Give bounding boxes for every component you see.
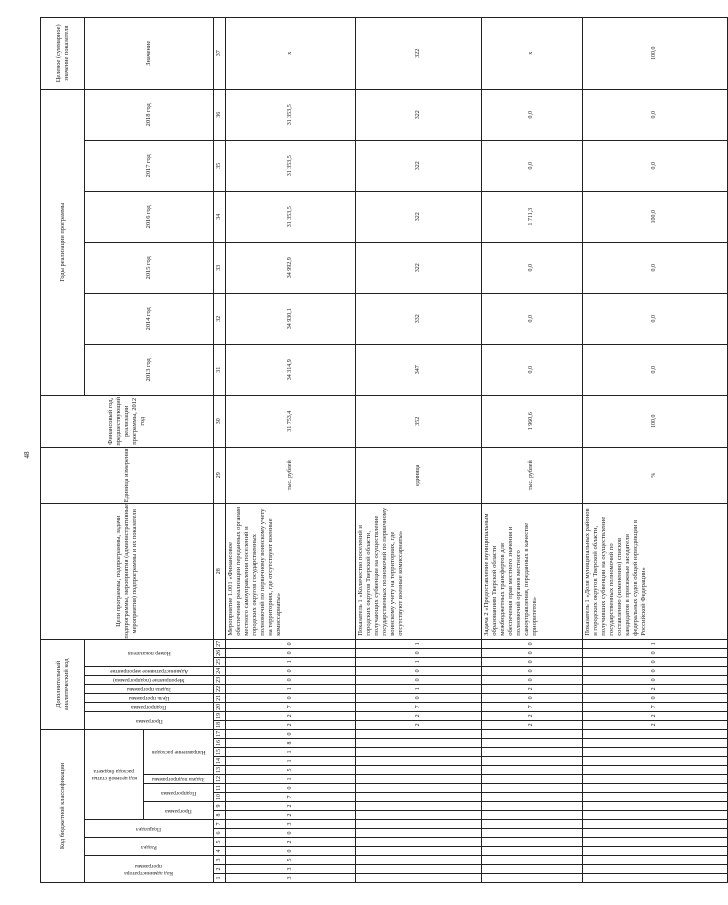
row-year-value: 34 992,9 xyxy=(226,242,356,293)
header-years-group: Годы реализации программы xyxy=(41,89,85,395)
code-cell xyxy=(583,766,728,775)
code-cell: 2 xyxy=(583,720,728,729)
code-cell xyxy=(482,775,583,784)
table-row-indicator-task-2 xyxy=(583,17,728,882)
header-subprogram: Подпрограмма xyxy=(144,784,214,802)
code-cell xyxy=(356,865,482,874)
row-name: Показатель 1 «Количество поселений и городских округов Тверской области, получающих субвенции на осуществление государственных полномочий по первичному воинскому учету на территориях, где отсутствуют военные комиссариаты» xyxy=(356,503,482,639)
code-cell: 7 xyxy=(356,702,482,711)
column-number: 14 xyxy=(214,757,226,766)
program-table xyxy=(40,17,728,883)
column-number-row xyxy=(214,17,226,882)
header-d-program: Программа xyxy=(85,711,214,729)
code-cell xyxy=(356,793,482,802)
code-cell xyxy=(356,856,482,865)
column-number: 31 xyxy=(214,344,226,395)
code-cell xyxy=(482,829,583,838)
code-cell: 0 xyxy=(226,693,356,702)
row-year-value: 0,0 xyxy=(583,140,728,191)
header-year-2013: 2013 год xyxy=(85,344,214,395)
row-year-value: 31 353,5 xyxy=(226,140,356,191)
code-cell xyxy=(583,811,728,820)
row-year-value: 322 xyxy=(356,242,482,293)
header-name: Цели программы, подпрограммы, задачи подпрограммы, мероприятия (административные мероприятия) подпрограммы и их показатели xyxy=(41,503,214,639)
row-unit: % xyxy=(583,447,728,503)
code-cell xyxy=(482,847,583,856)
code-cell: 2 xyxy=(356,711,482,720)
code-cell xyxy=(482,757,583,766)
header-unit: Единица измерения xyxy=(41,447,214,503)
header-program: Программа xyxy=(144,802,214,820)
column-number: 3 xyxy=(214,856,226,865)
code-cell xyxy=(583,829,728,838)
header-section: Раздел xyxy=(85,838,214,856)
code-cell xyxy=(583,729,728,738)
row-name: Мероприятие 1.001 «Финансовое обеспечение реализации переданных органам местного самоуправления поселений и городских округов государственных полномочий по первичному воинскому учету на территориях, где отсутствуют военные комиссариаты» xyxy=(226,503,356,639)
table-row-measure-1001 xyxy=(226,17,356,882)
code-cell xyxy=(583,802,728,811)
row-year-value: 1 711,3 xyxy=(482,191,583,242)
header-year-2018: 2018 год xyxy=(85,89,214,140)
header-d-indicator: Номер показателя xyxy=(85,639,214,666)
header-target-group: Целевое (суммарное) значение показателя xyxy=(41,17,85,89)
code-cell: 2 xyxy=(482,720,583,729)
code-cell xyxy=(583,784,728,793)
code-cell xyxy=(356,820,482,829)
column-number: 11 xyxy=(214,784,226,793)
code-cell xyxy=(583,856,728,865)
code-cell: 0 xyxy=(226,729,356,738)
code-cell xyxy=(356,775,482,784)
code-cell: 5 xyxy=(226,856,356,865)
code-cell xyxy=(356,847,482,856)
row-year-value: 0,0 xyxy=(583,242,728,293)
code-cell: 0 xyxy=(226,666,356,675)
column-number: 29 xyxy=(214,447,226,503)
header-d-admin-measure: Административное мероприятие xyxy=(85,666,214,675)
code-cell xyxy=(356,748,482,757)
code-cell: 1 xyxy=(226,775,356,784)
code-cell: 0 xyxy=(482,657,583,666)
code-cell xyxy=(482,802,583,811)
rotated-sheet xyxy=(40,21,658,883)
code-cell: 7 xyxy=(226,702,356,711)
code-cell: 0 xyxy=(583,657,728,666)
code-cell xyxy=(583,865,728,874)
row-year-value: 322 xyxy=(356,191,482,242)
code-cell xyxy=(482,729,583,738)
code-cell xyxy=(482,865,583,874)
code-cell: 0 xyxy=(482,693,583,702)
code-cell xyxy=(482,838,583,847)
column-number: 23 xyxy=(214,675,226,684)
code-cell: 2 xyxy=(226,838,356,847)
code-cell: 1 xyxy=(583,639,728,648)
column-number: 28 xyxy=(214,503,226,639)
code-cell: 0 xyxy=(482,675,583,684)
row-fin-year-value: 352 xyxy=(356,395,482,447)
row-fin-year-value: 1 960,6 xyxy=(482,395,583,447)
code-cell xyxy=(356,838,482,847)
code-cell: 1 xyxy=(226,657,356,666)
row-target-value: х xyxy=(482,17,583,89)
column-number: 20 xyxy=(214,702,226,711)
column-number: 30 xyxy=(214,395,226,447)
code-cell: 7 xyxy=(482,702,583,711)
code-cell: 2 xyxy=(226,811,356,820)
code-cell xyxy=(482,811,583,820)
column-number: 15 xyxy=(214,748,226,757)
header-task: Задача подпрограммы xyxy=(144,775,214,784)
code-cell xyxy=(356,757,482,766)
column-number: 25 xyxy=(214,657,226,666)
code-cell: 2 xyxy=(482,684,583,693)
code-cell xyxy=(356,739,482,748)
row-year-value: 0,0 xyxy=(583,293,728,344)
column-number: 7 xyxy=(214,820,226,829)
page-number: 48 xyxy=(23,451,31,459)
row-year-value: 322 xyxy=(356,140,482,191)
code-cell: 0 xyxy=(583,666,728,675)
column-number: 8 xyxy=(214,811,226,820)
code-cell: 0 xyxy=(356,666,482,675)
code-cell: 0 xyxy=(226,639,356,648)
header-year-2014: 2014 год xyxy=(85,293,214,344)
code-cell: 1 xyxy=(226,748,356,757)
table-row-task-2 xyxy=(482,17,583,882)
program-table-rotated xyxy=(40,21,658,883)
row-fin-year-value: 31 753,4 xyxy=(226,395,356,447)
row-year-value: 0,0 xyxy=(482,140,583,191)
row-year-value: 31 353,5 xyxy=(226,191,356,242)
row-name: Показатель 1 «Доля муниципальных районов и городских округов Тверской области, получивших субвенции на осуществление государственных полномочий по составлению (изменению) списков кандидатов в присяжные заседатели федеральных судов общей юрисдикции в Российской Федерации» xyxy=(583,503,728,639)
code-cell xyxy=(583,847,728,856)
code-cell: 1 xyxy=(226,757,356,766)
code-cell: 0 xyxy=(356,693,482,702)
header-admin-code: Код администратора программы xyxy=(85,856,214,883)
row-unit: единица xyxy=(356,447,482,503)
code-cell xyxy=(583,775,728,784)
row-year-value: 100,0 xyxy=(583,191,728,242)
header-year-2017: 2017 год xyxy=(85,140,214,191)
code-cell: 0 xyxy=(482,648,583,657)
code-cell xyxy=(583,748,728,757)
code-cell: 2 xyxy=(482,711,583,720)
column-number: 17 xyxy=(214,729,226,738)
code-cell xyxy=(356,874,482,883)
row-target-value: х xyxy=(226,17,356,89)
column-number: 5 xyxy=(214,838,226,847)
code-cell xyxy=(482,793,583,802)
column-number: 2 xyxy=(214,865,226,874)
row-year-value: 322 xyxy=(356,89,482,140)
code-cell: 3 xyxy=(226,874,356,883)
code-cell: 1 xyxy=(226,684,356,693)
column-number: 4 xyxy=(214,847,226,856)
column-number: 33 xyxy=(214,242,226,293)
header-direction: Направление расходов xyxy=(144,729,214,774)
row-unit: тыс. рублей xyxy=(482,447,583,503)
code-cell: 8 xyxy=(226,739,356,748)
row-year-value: 34 930,1 xyxy=(226,293,356,344)
code-cell: 3 xyxy=(226,865,356,874)
header-d-goal: Цель программы xyxy=(85,693,214,702)
code-cell xyxy=(356,811,482,820)
row-target-value: 322 xyxy=(356,17,482,89)
code-cell xyxy=(482,874,583,883)
code-cell xyxy=(583,874,728,883)
header-subsection: Подраздел xyxy=(85,820,214,838)
header-d-measure: Мероприятие (подпрограмма) xyxy=(85,675,214,684)
column-number: 35 xyxy=(214,140,226,191)
header-year-2015: 2015 год xyxy=(85,242,214,293)
header-fin-year: Финансовый год, предшествующий реализации программы, 2012 год xyxy=(41,395,214,447)
code-cell xyxy=(583,793,728,802)
column-number: 37 xyxy=(214,17,226,89)
column-number: 27 xyxy=(214,639,226,648)
header-budget-code: Код бюджетной классификации xyxy=(41,729,85,882)
header-d-subprogram: Подпрограмма xyxy=(85,702,214,711)
code-cell: 2 xyxy=(356,720,482,729)
header-target-code: код целевой статьи расхода бюджета xyxy=(85,729,144,819)
code-cell: 2 xyxy=(583,684,728,693)
column-number: 21 xyxy=(214,693,226,702)
row-year-value: 0,0 xyxy=(482,344,583,395)
code-cell: 2 xyxy=(226,802,356,811)
code-cell: 0 xyxy=(583,648,728,657)
code-cell xyxy=(356,829,482,838)
column-number: 36 xyxy=(214,89,226,140)
column-number: 22 xyxy=(214,684,226,693)
table-row-indicator-1 xyxy=(356,17,482,882)
row-year-value: 0,0 xyxy=(583,344,728,395)
code-cell: 2 xyxy=(226,720,356,729)
code-cell: 1 xyxy=(356,657,482,666)
row-fin-year-value: 100,0 xyxy=(583,395,728,447)
row-unit: тыс. рублей xyxy=(226,447,356,503)
row-year-value: 0,0 xyxy=(482,293,583,344)
code-cell xyxy=(482,766,583,775)
code-cell: 1 xyxy=(356,684,482,693)
row-name: Задача 2 «Предоставление муниципальным образованиям Тверской области межбюджетных трансфертов для обеспечения прав местного значения и полномочий органов местного самоуправления, переданных в качестве приоритетов» xyxy=(482,503,583,639)
column-number: 12 xyxy=(214,775,226,784)
row-year-value: 0,0 xyxy=(583,89,728,140)
code-cell xyxy=(356,766,482,775)
code-cell: 7 xyxy=(583,702,728,711)
code-cell xyxy=(356,729,482,738)
code-cell: 2 xyxy=(583,711,728,720)
code-cell: 5 xyxy=(226,766,356,775)
header-d-task: Задача программы xyxy=(85,684,214,693)
code-cell: 0 xyxy=(482,666,583,675)
row-year-value: 0,0 xyxy=(482,89,583,140)
code-cell: 0 xyxy=(226,675,356,684)
column-number: 9 xyxy=(214,802,226,811)
row-year-value: 0,0 xyxy=(482,242,583,293)
column-number: 34 xyxy=(214,191,226,242)
code-cell xyxy=(583,757,728,766)
column-number: 32 xyxy=(214,293,226,344)
column-number: 6 xyxy=(214,829,226,838)
header-year-2016: 2016 год xyxy=(85,191,214,242)
header-target-value: Значение xyxy=(85,17,214,89)
code-cell: 3 xyxy=(226,820,356,829)
column-number: 13 xyxy=(214,766,226,775)
row-year-value: 332 xyxy=(356,293,482,344)
code-cell: 0 xyxy=(226,847,356,856)
code-cell xyxy=(356,784,482,793)
code-cell xyxy=(356,802,482,811)
row-year-value: 34 314,9 xyxy=(226,344,356,395)
code-cell: 0 xyxy=(226,784,356,793)
column-number: 19 xyxy=(214,711,226,720)
code-cell: 0 xyxy=(356,675,482,684)
code-cell xyxy=(482,820,583,829)
code-cell xyxy=(583,820,728,829)
code-cell: 0 xyxy=(226,829,356,838)
column-number: 18 xyxy=(214,720,226,729)
row-year-value: 347 xyxy=(356,344,482,395)
row-year-value: 31 353,5 xyxy=(226,89,356,140)
header-extra-code: Дополнительный аналитический код xyxy=(41,639,85,729)
code-cell xyxy=(583,838,728,847)
code-cell: 0 xyxy=(226,648,356,657)
column-number: 16 xyxy=(214,739,226,748)
column-number: 10 xyxy=(214,793,226,802)
column-number: 26 xyxy=(214,648,226,657)
code-cell: 0 xyxy=(482,639,583,648)
code-cell: 0 xyxy=(356,648,482,657)
column-number: 24 xyxy=(214,666,226,675)
code-cell xyxy=(482,739,583,748)
column-number: 1 xyxy=(214,874,226,883)
code-cell: 2 xyxy=(226,711,356,720)
code-cell: 0 xyxy=(583,693,728,702)
code-cell xyxy=(482,784,583,793)
code-cell xyxy=(583,739,728,748)
row-target-value: 100,0 xyxy=(583,17,728,89)
code-cell: 1 xyxy=(356,639,482,648)
code-cell xyxy=(482,856,583,865)
code-cell: 0 xyxy=(583,675,728,684)
code-cell xyxy=(482,748,583,757)
code-cell: 7 xyxy=(226,793,356,802)
